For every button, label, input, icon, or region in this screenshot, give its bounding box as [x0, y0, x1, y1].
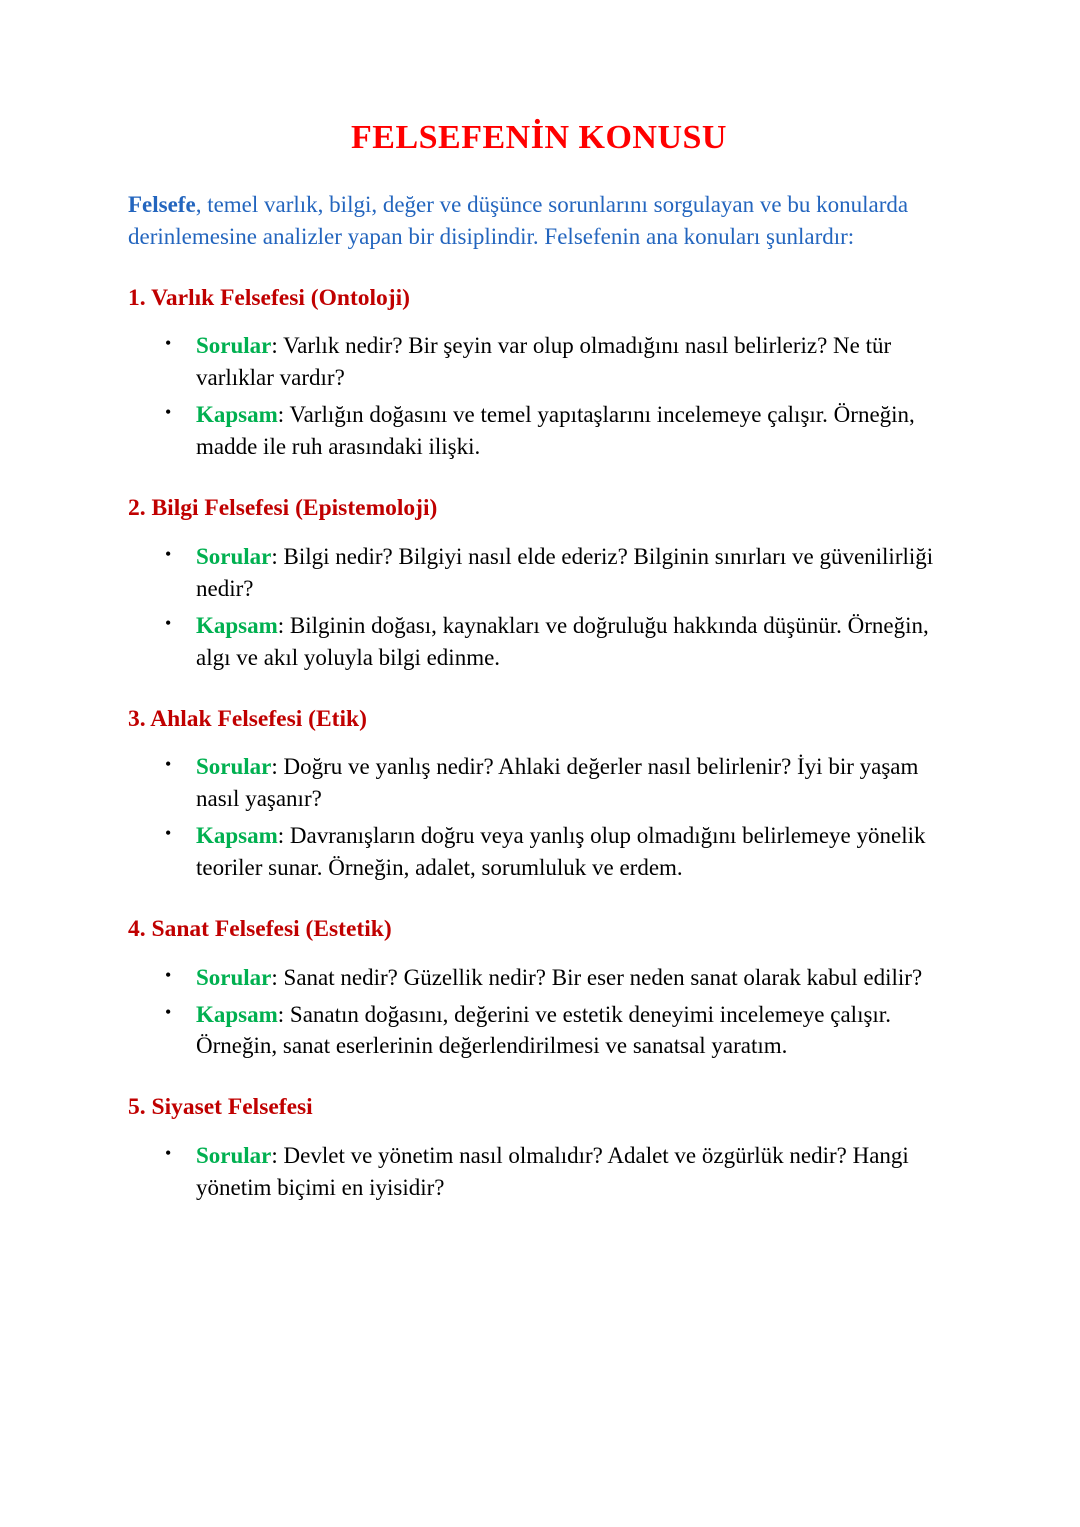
- bullet-label: Kapsam: [196, 402, 278, 428]
- bullet-label: Kapsam: [196, 823, 278, 849]
- list-item: [196, 399, 950, 463]
- bullet-text: : Davranışların doğru veya yanlış olup olmadığını belirlemeye yönelik teoriler sunar. Örneğin, adalet, sorumluluk ve erdem.: [196, 823, 926, 881]
- section-list: [128, 751, 950, 884]
- bullet-text: : Sanat nedir? Güzellik nedir? Bir eser neden sanat olarak kabul edilir?: [271, 964, 923, 990]
- bullet-label: Sorular: [196, 1143, 272, 1168]
- bullet-text: : Doğru ve yanlış nedir? Ahlaki değerler nasıl belirlenir? İyi bir yaşam nasıl yaşanır?: [196, 754, 919, 812]
- list-item: [196, 820, 950, 884]
- bullet-text: : Varlık nedir? Bir şeyin var olup olmadığını nasıl belirleriz? Ne tür varlıklar vardır?: [196, 333, 892, 391]
- list-item: [196, 610, 950, 674]
- intro-lead-word: Felsefe: [128, 191, 196, 217]
- section-list: [128, 541, 950, 674]
- section-list: [128, 330, 950, 463]
- section-heading-epistemoloji: 2. Bilgi Felsefesi (Epistemoloji): [128, 495, 438, 522]
- bullet-label: Sorular: [196, 754, 272, 780]
- bullet-text: : Devlet ve yönetim nasıl olmalıdır? Adalet ve özgürlük nedir? Hangi yönetim biçimi en iyisidir?: [196, 1143, 909, 1200]
- list-item: [196, 962, 950, 994]
- bullet-text: : Sanatın doğasını, değerini ve estetik deneyimi incelemeye çalışır. Örneğin, sanat eserlerinin değerlendirilmesi ve sanatsal yaratım.: [196, 1001, 891, 1059]
- bullet-label: Kapsam: [196, 612, 278, 638]
- bullet-text: : Bilgi nedir? Bilgiyi nasıl elde ederiz? Bilginin sınırları ve güvenilirliği nedir?: [196, 543, 934, 601]
- section-list: [128, 962, 950, 1063]
- bullet-label: Kapsam: [196, 1001, 278, 1027]
- section-heading-etik: 3. Ahlak Felsefesi (Etik): [128, 705, 367, 732]
- list-item: [196, 999, 950, 1063]
- intro-paragraph: [128, 189, 950, 253]
- section-heading-ontoloji: 1. Varlık Felsefesi (Ontoloji): [128, 284, 410, 311]
- bullet-label: Sorular: [196, 333, 272, 359]
- bullet-text: : Varlığın doğasını ve temel yapıtaşlarını incelemeye çalışır. Örneğin, madde ile ruh arasındaki ilişki.: [196, 402, 915, 460]
- list-item: [196, 541, 950, 605]
- section-heading-estetik: 4. Sanat Felsefesi (Estetik): [128, 916, 392, 942]
- bullet-text: : Bilginin doğası, kaynakları ve doğruluğu hakkında düşünür. Örneğin, algı ve akıl yoluyla bilgi edinme.: [196, 612, 929, 670]
- bullet-label: Sorular: [196, 543, 272, 569]
- bullet-label: Sorular: [196, 964, 272, 990]
- list-item: [196, 1140, 950, 1204]
- section-heading-siyaset: 5. Siyaset Felsefesi: [128, 1094, 313, 1121]
- list-item: [196, 330, 950, 394]
- intro-text: , temel varlık, bilgi, değer ve düşünce sorunlarını sorgulayan ve bu konularda derinlemesine analizler yapan bir disiplindir. Felsefenin ana konuları şunlardır:: [128, 191, 909, 249]
- page-title: FELSEFENİN KONUSU: [351, 119, 727, 156]
- list-item: [196, 751, 950, 815]
- section-list: [128, 1140, 950, 1204]
